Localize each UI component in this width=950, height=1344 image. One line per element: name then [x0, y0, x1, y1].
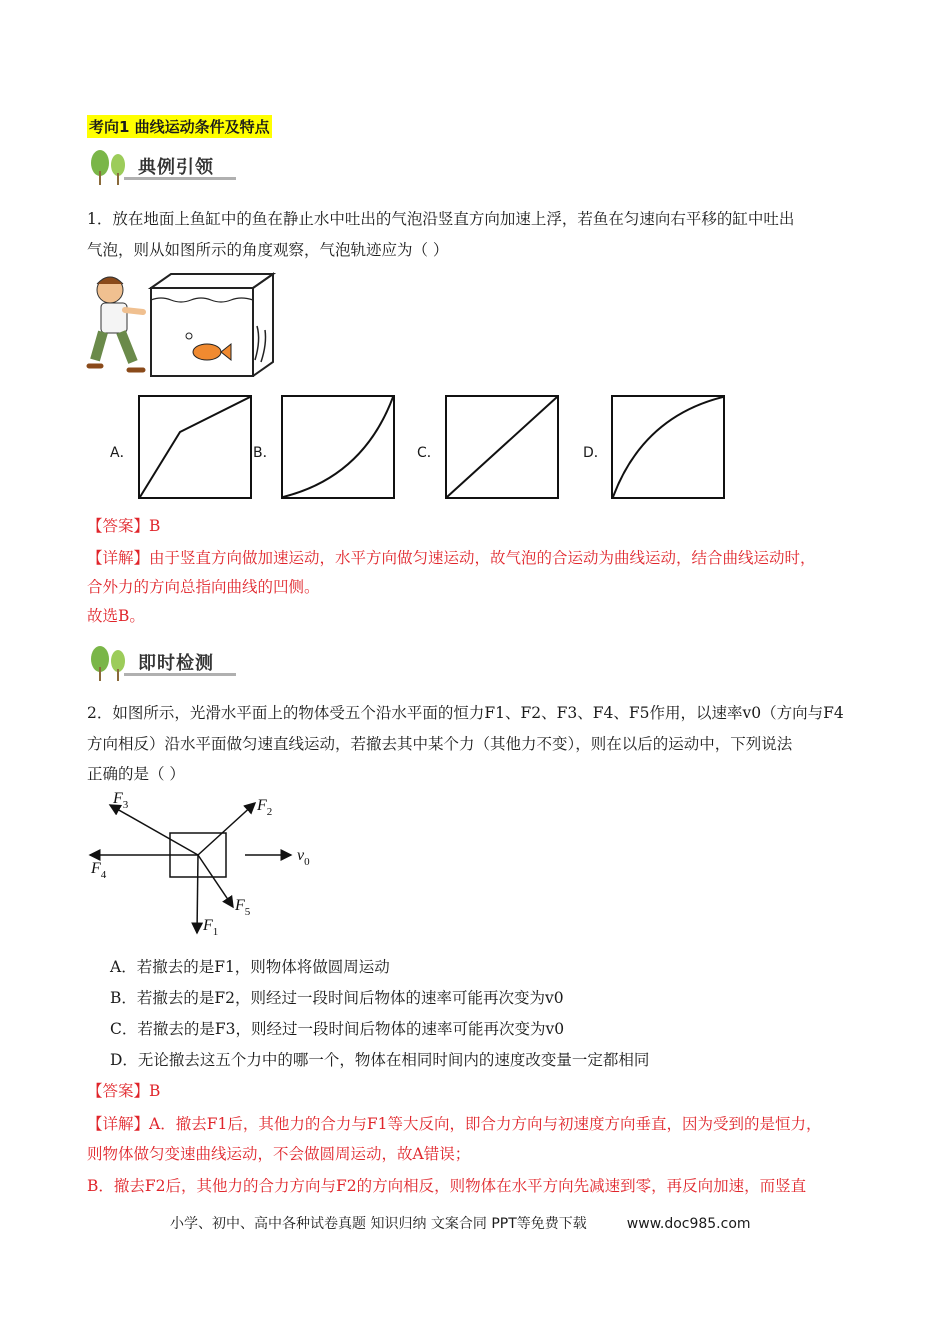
q2-text-line1: 2．如图所示，光滑水平面上的物体受五个沿水平面的恒力F1、F2、F3、F4、F5作用，以速率v0（方向与F4 [87, 704, 844, 722]
q1-text-line1: 1．放在地面上鱼缸中的鱼在静止水中吐出的气泡沿竖直方向加速上浮，若鱼在匀速向右平移的缸中吐出 [87, 210, 795, 228]
q1-option-d-graph [611, 395, 725, 499]
tree-icon [88, 147, 130, 187]
q1-option-b-curve [283, 397, 393, 497]
section-banner-check [88, 643, 233, 683]
q2-detail-text: A．撤去F1后，其他力的合力与F1等大反向，即合力方向与初速度方向垂直，因为受到的是恒力， [149, 1115, 822, 1133]
section-title: 典例引领 [138, 157, 214, 178]
footer-url[interactable]: www.doc985.com [626, 1216, 751, 1232]
q1-option-b-graph [281, 395, 395, 499]
boy-pushing-fish-tank-illustration [85, 270, 285, 382]
label-f3: $F_3$ [113, 790, 129, 811]
section-banner-example [88, 147, 233, 187]
q1-detail-label: 【详解】 [87, 549, 150, 567]
q2-option-a: A．若撤去的是F1，则物体将做圆周运动 [110, 958, 390, 976]
q1-text-line2: 气泡，则从如图所示的角度观察，气泡轨迹应为（ ） [87, 241, 449, 259]
q1-detail-line2: 合外力的方向总指向曲线的凹侧。 [87, 578, 320, 596]
label-f1: $F_1$ [203, 917, 219, 938]
q2-answer: 【答案】B [87, 1082, 161, 1100]
label-v0: $v_0$ [297, 847, 310, 868]
q1-detail-text: 由于竖直方向做加速运动，水平方向做匀速运动，故气泡的合运动为曲线运动，结合曲线运动时， [149, 549, 816, 567]
force-f1-arrow [197, 855, 198, 933]
q2-detail-line3: B．撤去F2后，其他力的合力方向与F2的方向相反，则物体在水平方向先减速到零，再反向加速，而竖直 [87, 1177, 807, 1195]
force-f3-arrow [110, 805, 198, 855]
q2-detail-label: 【详解】 [87, 1115, 150, 1133]
q1-detail-line3: 故选B。 [87, 607, 145, 625]
q2-option-b: B．若撤去的是F2，则经过一段时间后物体的速率可能再次变为v0 [110, 989, 564, 1007]
label-f2: $F_2$ [257, 797, 273, 818]
q1-option-a-label: A． [110, 445, 134, 461]
label-f5: $F_5$ [235, 897, 251, 918]
q2-option-c: C．若撤去的是F3，则经过一段时间后物体的速率可能再次变为v0 [110, 1020, 565, 1038]
q1-option-a-graph [138, 395, 252, 499]
label-f4: $F_4$ [91, 860, 107, 881]
q1-option-c-curve [447, 397, 557, 497]
q2-detail-line2: 则物体做匀变速曲线运动，不会做圆周运动，故A错误； [87, 1145, 471, 1163]
page-footer [170, 1213, 751, 1233]
force-diagram [85, 785, 325, 940]
q2-detail-line1 [87, 1113, 821, 1135]
q1-option-c-graph [445, 395, 559, 499]
q1-option-d-label: D． [583, 445, 608, 461]
q1-option-d-curve [613, 397, 723, 497]
q1-option-b-label: B． [253, 445, 277, 461]
q2-text-line3: 正确的是（ ） [87, 765, 185, 783]
q1-option-a-curve [140, 397, 250, 497]
q1-answer: 【答案】B [87, 517, 161, 535]
q2-option-d: D．无论撤去这五个力中的哪一个，物体在相同时间内的速度改变量一定都相同 [110, 1051, 650, 1069]
section-title: 即时检测 [138, 653, 214, 674]
footer-text: 小学、初中、高中各种试卷真题 知识归纳 文案合同 PPT等免费下载 [170, 1216, 587, 1232]
topic-heading: 考向1 曲线运动条件及特点 [87, 115, 272, 138]
q1-detail-line1 [87, 547, 816, 569]
q2-text-line2: 方向相反）沿水平面做匀速直线运动，若撤去其中某个力（其他力不变），则在以后的运动中，下列说法 [87, 735, 793, 753]
q1-option-c-label: C． [417, 445, 441, 461]
force-f5-arrow [198, 855, 233, 907]
tree-icon [88, 643, 130, 683]
